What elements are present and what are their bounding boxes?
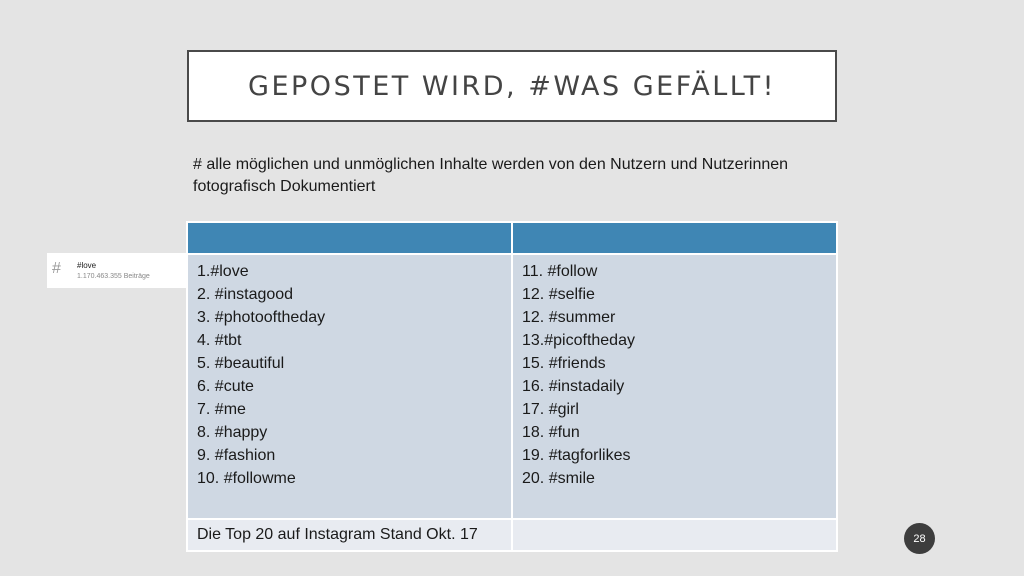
hashtag-table <box>186 221 838 552</box>
tag-name: #love <box>77 261 97 270</box>
table-row <box>187 254 837 519</box>
slide-title: GEPOSTET WIRD, #WAS GEFÄLLT! <box>248 70 776 102</box>
table-footer-caption: Die Top 20 auf Instagram Stand Okt. 17 <box>187 519 512 551</box>
hashtag-icon: # <box>52 260 61 277</box>
table-header-row <box>187 222 837 254</box>
list-item: 9. #fashion <box>197 447 276 464</box>
list-item: 5. #beautiful <box>197 355 285 372</box>
table-header-cell <box>512 222 837 254</box>
list-item: 1.#love <box>197 263 249 280</box>
list-item: 3. #photooftheday <box>197 309 326 326</box>
instagram-tag-card <box>47 253 187 288</box>
list-item: 18. #fun <box>522 424 580 441</box>
list-item: 16. #instadaily <box>522 378 625 395</box>
table-footer-empty-cell <box>512 519 837 551</box>
page-number-badge: 28 <box>904 523 935 554</box>
list-item: 10. #followme <box>197 470 296 487</box>
table-header-cell <box>187 222 512 254</box>
list-item: 13.#picoftheday <box>522 332 635 349</box>
list-item: 17. #girl <box>522 401 579 418</box>
list-item: 12. #selfie <box>522 286 595 303</box>
hashtag-column-1 <box>187 254 512 519</box>
list-item: 19. #tagforlikes <box>522 447 631 464</box>
list-item: 8. #happy <box>197 424 268 441</box>
table-footer-row <box>187 519 837 551</box>
list-item: 12. #summer <box>522 309 616 326</box>
title-box <box>187 50 837 122</box>
list-item: 6. #cute <box>197 378 254 395</box>
tag-post-count: 1.170.463.355 Beiträge <box>77 273 150 280</box>
list-item: 11. #follow <box>522 263 598 280</box>
list-item: 2. #instagood <box>197 286 294 303</box>
list-item: 7. #me <box>197 401 246 418</box>
slide-subtitle: # alle möglichen und unmöglichen Inhalte werden von den Nutzern und Nutzerinnen fotografisch Dokumentiert <box>193 156 789 195</box>
list-item: 4. #tbt <box>197 332 242 349</box>
hashtag-column-2 <box>512 254 837 519</box>
list-item: 20. #smile <box>522 470 595 487</box>
list-item: 15. #friends <box>522 355 606 372</box>
